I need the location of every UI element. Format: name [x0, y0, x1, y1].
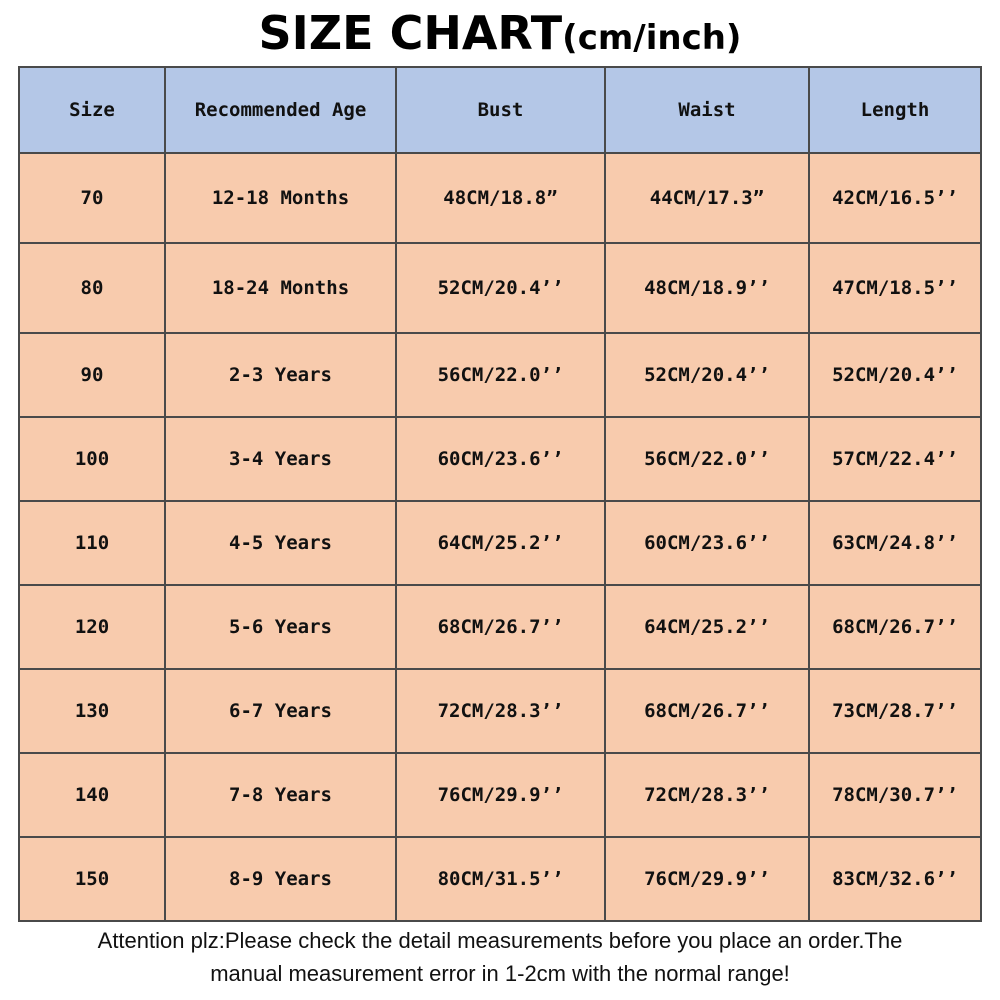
column-header-size: Size [19, 67, 165, 153]
cell-waist: 48CM/18.9’’ [605, 243, 809, 333]
column-header-bust: Bust [396, 67, 605, 153]
cell-length: 47CM/18.5’’ [809, 243, 981, 333]
cell-waist: 68CM/26.7’’ [605, 669, 809, 753]
cell-length: 42CM/16.5’’ [809, 153, 981, 243]
cell-size: 110 [19, 501, 165, 585]
cell-age: 3-4 Years [165, 417, 396, 501]
size-table [18, 66, 982, 922]
table-header-row [19, 67, 981, 153]
column-header-recommended-age: Recommended Age [165, 67, 396, 153]
cell-size: 100 [19, 417, 165, 501]
table-row [19, 669, 981, 753]
cell-size: 140 [19, 753, 165, 837]
cell-bust: 72CM/28.3’’ [396, 669, 605, 753]
cell-age: 7-8 Years [165, 753, 396, 837]
title-unit: (cm/inch) [562, 18, 742, 58]
table-row [19, 585, 981, 669]
column-header-length: Length [809, 67, 981, 153]
cell-age: 6-7 Years [165, 669, 396, 753]
cell-age: 5-6 Years [165, 585, 396, 669]
cell-age: 2-3 Years [165, 333, 396, 417]
cell-bust: 56CM/22.0’’ [396, 333, 605, 417]
cell-waist: 56CM/22.0’’ [605, 417, 809, 501]
cell-bust: 80CM/31.5’’ [396, 837, 605, 921]
table-row [19, 417, 981, 501]
cell-bust: 68CM/26.7’’ [396, 585, 605, 669]
cell-length: 83CM/32.6’’ [809, 837, 981, 921]
cell-size: 70 [19, 153, 165, 243]
cell-age: 4-5 Years [165, 501, 396, 585]
cell-size: 130 [19, 669, 165, 753]
cell-bust: 48CM/18.8” [396, 153, 605, 243]
cell-waist: 72CM/28.3’’ [605, 753, 809, 837]
column-header-waist: Waist [605, 67, 809, 153]
attention-note-line-1: Attention plz:Please check the detail measurements before you place an order.The [97, 928, 903, 953]
cell-age: 12-18 Months [165, 153, 396, 243]
cell-length: 57CM/22.4’’ [809, 417, 981, 501]
cell-length: 52CM/20.4’’ [809, 333, 981, 417]
cell-waist: 44CM/17.3” [605, 153, 809, 243]
table-row [19, 243, 981, 333]
page-title [0, 0, 1000, 66]
title-main: SIZE CHART [258, 6, 563, 60]
cell-waist: 52CM/20.4’’ [605, 333, 809, 417]
cell-waist: 64CM/25.2’’ [605, 585, 809, 669]
cell-length: 78CM/30.7’’ [809, 753, 981, 837]
cell-waist: 76CM/29.9’’ [605, 837, 809, 921]
cell-length: 63CM/24.8’’ [809, 501, 981, 585]
table-row [19, 153, 981, 243]
table-row [19, 753, 981, 837]
table-row [19, 501, 981, 585]
cell-size: 120 [19, 585, 165, 669]
cell-size: 90 [19, 333, 165, 417]
cell-bust: 52CM/20.4’’ [396, 243, 605, 333]
table-row [19, 333, 981, 417]
cell-length: 68CM/26.7’’ [809, 585, 981, 669]
attention-note-line-2: manual measurement error in 1-2cm with the normal range! [210, 961, 790, 986]
cell-bust: 64CM/25.2’’ [396, 501, 605, 585]
cell-size: 80 [19, 243, 165, 333]
attention-note [0, 924, 1000, 990]
cell-age: 8-9 Years [165, 837, 396, 921]
cell-bust: 60CM/23.6’’ [396, 417, 605, 501]
cell-size: 150 [19, 837, 165, 921]
table-row [19, 837, 981, 921]
cell-waist: 60CM/23.6’’ [605, 501, 809, 585]
cell-age: 18-24 Months [165, 243, 396, 333]
cell-bust: 76CM/29.9’’ [396, 753, 605, 837]
cell-length: 73CM/28.7’’ [809, 669, 981, 753]
